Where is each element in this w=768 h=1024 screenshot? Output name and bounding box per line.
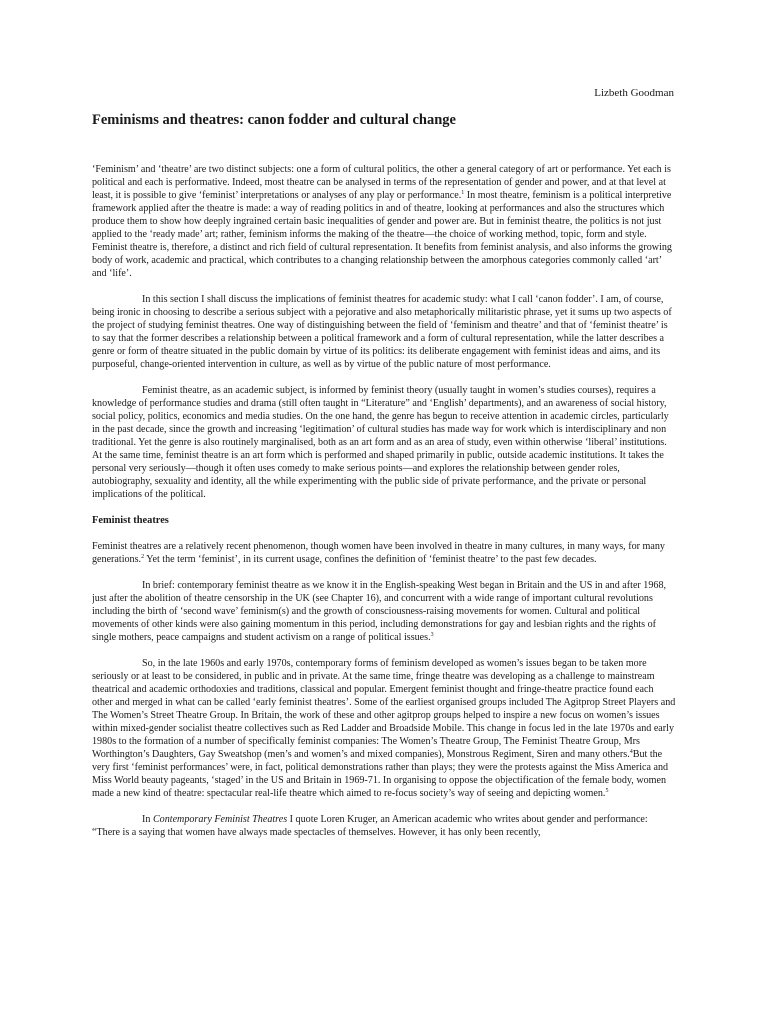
footnote-ref-5[interactable]: 5 bbox=[605, 788, 609, 794]
section-paragraph-4: In Contemporary Feminist Theatres I quote Loren Kruger, an American academic who writes about gender and performance: “There is a saying that women have always made spectacles of themselves. However, it has only been recently, bbox=[92, 814, 648, 838]
footnote-ref-3[interactable]: 3 bbox=[430, 632, 434, 638]
section-paragraph-2: In brief: contemporary feminist theatre as we know it in the English-speaking West began in Britain and the US in and after 1968, just after the abolition of theatre censorship in the UK (see Chapter 16), and concurrent with a wide range of important cultural revolutions including the birth of ‘second wave’ feminism(s) and the growth of consciousness-raising movements for women. Cultural and political movements of other kinds were also gaining momentum in this period, including demonstrations for gay and lesbian rights and the rights of single mothers, peace campaigns and student activism on a range of political issues.$^3$ bbox=[92, 580, 667, 643]
paragraph-2: In this section I shall discuss the implications of feminist theatres for academic study: what I call ‘canon fodder’. I am, of course, being ironic in choosing to describe a serious subject with a pejorative and also metaphorically militaristic phrase, yet it sums up two aspects of the project of studying feminist theatres. One way of distinguishing between the field of ‘feminism and theatre’ and that of ‘feminist theatre’ is to say that the former describes a relationship between a political framework and a form of cultural representation, while the latter describes a genre or form of theatre situated in the public domain by virtue of its politics: its deliberate engagement with feminist ideas and aims, and its purposeful, change-oriented intervention in culture, as well as by virtue of the public nature of most performance. bbox=[92, 294, 672, 370]
paragraph-3: Feminist theatre, as an academic subject, is informed by feminist theory (usually taught in women’s studies courses), requires a knowledge of performance studies and drama (still often taught in “Literature” and ‘English’ departments), and an awareness of social history, social policy, politics, economics and media studies. On the one hand, the genre has begun to receive attention in academic circles, particularly in the past decade, since the growth and increasing ‘legitimation’ of cultural studies has made way for work which is interdisciplinary and non traditional. Yet the genre is also routinely marginalised, both as an art form and as an area of study, even within otherwise ‘liberal’ institutions. At the same time, feminist theatre is an art form which is performed and shaped primarily in public, outside academic institutions. It takes the personal very seriously—though it often uses comedy to make serious points—and explores the relationship between gender roles, autobiography, sexuality and identity, all the while experimenting with the public side of private performance, and the private or personal implications of the political. bbox=[92, 385, 669, 500]
section-heading: Feminist theatres bbox=[92, 515, 169, 526]
chapter-title: Feminisms and theatres: canon fodder and cultural change bbox=[92, 112, 456, 128]
footnote-ref-1[interactable]: 1 bbox=[461, 190, 465, 196]
body-text bbox=[92, 163, 676, 852]
footnote-ref-4[interactable]: 4 bbox=[629, 749, 633, 755]
footnote-ref-2[interactable]: 2 bbox=[141, 554, 145, 560]
section-paragraph-1: Feminist theatres are a relatively recent phenomenon, though women have been involved in theatre in many cultures, in many ways, for many generations.$^2$ Yet the term ‘feminist’, in its current usage, confines the definition of ‘feminist theatre’ to the past few decades. bbox=[92, 541, 665, 565]
section-paragraph-3: So, in the late 1960s and early 1970s, contemporary forms of feminism developed as women’s issues began to be taken more seriously or at least to be considered, in public and in private. At the same time, fringe theatre was developing as a challenge to mainstream theatrical and academic orthodoxies and traditions, classical and popular. Emergent feminist thought and fringe-theatre practice found each other and merged in what can be called ‘early feminist theatres’. Some of the earliest organised groups included The Agitprop Street Players and The Women’s Street Theatre Group. In Britain, the work of these and other agitprop groups helped to inspire a new focus on women’s issues within mixed-gender socialist theatre collectives such as Red Ladder and Broadside Mobile. This change in focus led in the late 1970s and early 1980s to the formation of a number of specifically feminist companies: The Women’s Theatre Group, The Feminist Theatre Group, Mrs Worthington’s Daughters, Gay Sweatshop (men’s and women’s and mixed companies), Monstrous Regiment, Siren and many others.$^4$But the very first ‘feminist performances’ were, in fact, political demonstrations rather than plays; they were the protests against the Miss America and Miss World beauty pageants, ‘staged’ in the US and Britain in 1969-71. In organising to oppose the objectification of the female body, women made a new kind of theatre: spectacular real-life theatre which aimed to re-focus society’s way of seeing and depicting women.$^5$ bbox=[92, 658, 676, 799]
document-page bbox=[92, 0, 676, 1024]
author-name: Lizbeth Goodman bbox=[594, 87, 674, 99]
paragraph-1: ‘Feminism’ and ‘theatre’ are two distinct subjects: one a form of cultural politics, the other a general category of art or performance. Yet each is political and each is performative. Indeed, most theatre can be analysed in terms of the representation of gender and power, and at that level at least, it is possible to give ‘feminist’ interpretations or analyses of any play or performance.$^1$ In most theatre, feminism is a political interpretive framework applied after the theatre is made: a way of reading politics in and of theatre, looking at performances and also the structures which produce them to show how deeply ingrained certain basic inequalities of gender and power are. But in feminist theatre, the politics is not just applied to the ‘ready made’ art; rather, feminism informs the making of the theatre—the choice of working method, topic, form and style. Feminist theatre is, therefore, a distinct and rich field of cultural representation. It benefits from feminist analysis, and also informs the growing body of work, academic and practical, which contributes to a changing relationship between the amorphous categories commonly called ‘art’ and ‘life’. bbox=[92, 164, 672, 279]
book-title: Contemporary Feminist Theatres bbox=[152, 814, 288, 825]
